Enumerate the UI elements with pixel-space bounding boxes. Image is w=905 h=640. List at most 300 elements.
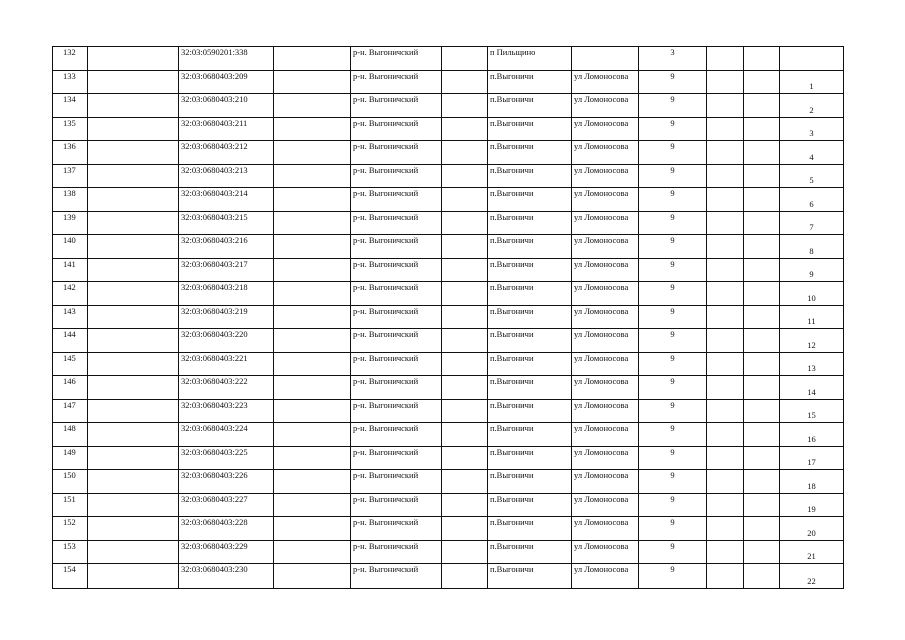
row-number-cell: 143 — [53, 305, 88, 329]
row-number-cell: 141 — [53, 258, 88, 282]
empty-cell — [274, 141, 351, 165]
table-body — [53, 47, 844, 589]
district-cell: р-н. Выгоничский — [351, 211, 442, 235]
empty-cell — [88, 47, 179, 71]
apartment-number-cell: 2 — [780, 94, 844, 118]
row-number-cell: 145 — [53, 352, 88, 376]
row-number-cell: 139 — [53, 211, 88, 235]
empty-cell — [274, 211, 351, 235]
empty-cell — [707, 94, 744, 118]
district-cell: р-н. Выгоничский — [351, 235, 442, 259]
empty-cell — [274, 70, 351, 94]
cadastral-number-cell: 32:03:0680403:221 — [179, 352, 274, 376]
empty-cell — [88, 188, 179, 212]
empty-cell — [707, 282, 744, 306]
empty-cell — [707, 305, 744, 329]
street-cell: ул Ломоносова — [572, 517, 639, 541]
empty-cell — [442, 376, 488, 400]
empty-cell — [707, 141, 744, 165]
locality-cell: п.Выгоничи — [488, 305, 572, 329]
empty-cell — [707, 211, 744, 235]
table-row — [53, 564, 844, 589]
row-number-cell: 142 — [53, 282, 88, 306]
empty-cell — [88, 258, 179, 282]
table-row — [53, 305, 844, 329]
table-row — [53, 540, 844, 564]
empty-cell — [707, 423, 744, 447]
cadastral-number-cell: 32:03:0680403:210 — [179, 94, 274, 118]
cadastral-number-cell: 32:03:0680403:209 — [179, 70, 274, 94]
cadastral-number-cell: 32:03:0680403:228 — [179, 517, 274, 541]
street-cell: ул Ломоносова — [572, 446, 639, 470]
apartment-number-cell: 19 — [780, 493, 844, 517]
empty-cell — [88, 305, 179, 329]
empty-cell — [442, 329, 488, 353]
district-cell: р-н. Выгоничский — [351, 305, 442, 329]
locality-cell: п.Выгоничи — [488, 540, 572, 564]
apartment-number-cell: 13 — [780, 352, 844, 376]
locality-cell: п.Выгоничи — [488, 423, 572, 447]
table-row — [53, 423, 844, 447]
empty-cell — [744, 188, 780, 212]
table-row — [53, 399, 844, 423]
empty-cell — [442, 70, 488, 94]
street-cell: ул Ломоносова — [572, 564, 639, 589]
table-row — [53, 376, 844, 400]
locality-cell: п.Выгоничи — [488, 235, 572, 259]
empty-cell — [442, 141, 488, 165]
cadastral-number-cell: 32:03:0680403:216 — [179, 235, 274, 259]
row-number-cell: 137 — [53, 164, 88, 188]
locality-cell: п.Выгоничи — [488, 70, 572, 94]
empty-cell — [744, 305, 780, 329]
empty-cell — [744, 352, 780, 376]
house-number-cell: 9 — [639, 282, 707, 306]
empty-cell — [707, 376, 744, 400]
street-cell: ул Ломоносова — [572, 352, 639, 376]
empty-cell — [744, 70, 780, 94]
locality-cell: п.Выгоничи — [488, 141, 572, 165]
cadastral-number-cell: 32:03:0680403:213 — [179, 164, 274, 188]
district-cell: р-н. Выгоничский — [351, 564, 442, 589]
district-cell: р-н. Выгоничский — [351, 470, 442, 494]
empty-cell — [88, 564, 179, 589]
table-row — [53, 258, 844, 282]
row-number-cell: 135 — [53, 117, 88, 141]
empty-cell — [274, 235, 351, 259]
row-number-cell: 148 — [53, 423, 88, 447]
street-cell: ул Ломоносова — [572, 423, 639, 447]
street-cell: ул Ломоносова — [572, 470, 639, 494]
house-number-cell: 9 — [639, 352, 707, 376]
locality-cell: п.Выгоничи — [488, 446, 572, 470]
district-cell: р-н. Выгоничский — [351, 446, 442, 470]
empty-cell — [88, 352, 179, 376]
apartment-number-cell: 10 — [780, 282, 844, 306]
table-row — [53, 235, 844, 259]
apartment-number-cell: 16 — [780, 423, 844, 447]
district-cell: р-н. Выгоничский — [351, 376, 442, 400]
table-row — [53, 493, 844, 517]
empty-cell — [274, 470, 351, 494]
cadastral-number-cell: 32:03:0680403:219 — [179, 305, 274, 329]
empty-cell — [707, 493, 744, 517]
house-number-cell: 9 — [639, 164, 707, 188]
table-row — [53, 282, 844, 306]
table-row — [53, 188, 844, 212]
locality-cell: п.Выгоничи — [488, 164, 572, 188]
apartment-number-cell: 17 — [780, 446, 844, 470]
empty-cell — [707, 517, 744, 541]
table-row — [53, 141, 844, 165]
district-cell: р-н. Выгоничский — [351, 47, 442, 71]
empty-cell — [442, 564, 488, 589]
empty-cell — [88, 517, 179, 541]
apartment-number-cell: 9 — [780, 258, 844, 282]
empty-cell — [88, 540, 179, 564]
empty-cell — [442, 399, 488, 423]
street-cell: ул Ломоносова — [572, 493, 639, 517]
empty-cell — [274, 423, 351, 447]
empty-cell — [744, 235, 780, 259]
table-row — [53, 329, 844, 353]
empty-cell — [744, 258, 780, 282]
house-number-cell: 9 — [639, 470, 707, 494]
street-cell: ул Ломоносова — [572, 164, 639, 188]
locality-cell: п.Выгоничи — [488, 211, 572, 235]
table-row — [53, 117, 844, 141]
apartment-number-cell: 7 — [780, 211, 844, 235]
district-cell: р-н. Выгоничский — [351, 188, 442, 212]
empty-cell — [707, 540, 744, 564]
district-cell: р-н. Выгоничский — [351, 94, 442, 118]
empty-cell — [88, 423, 179, 447]
district-cell: р-н. Выгоничский — [351, 517, 442, 541]
street-cell: ул Ломоносова — [572, 399, 639, 423]
cadastral-number-cell: 32:03:0680403:230 — [179, 564, 274, 589]
empty-cell — [707, 235, 744, 259]
district-cell: р-н. Выгоничский — [351, 164, 442, 188]
locality-cell: п.Выгоничи — [488, 94, 572, 118]
locality-cell: п.Выгоничи — [488, 376, 572, 400]
empty-cell — [707, 470, 744, 494]
table-row — [53, 211, 844, 235]
apartment-number-cell: 1 — [780, 70, 844, 94]
district-cell: р-н. Выгоничский — [351, 540, 442, 564]
empty-cell — [744, 164, 780, 188]
empty-cell — [88, 493, 179, 517]
empty-cell — [707, 70, 744, 94]
empty-cell — [274, 117, 351, 141]
empty-cell — [744, 329, 780, 353]
cadastral-number-cell: 32:03:0680403:222 — [179, 376, 274, 400]
empty-cell — [442, 211, 488, 235]
house-number-cell: 9 — [639, 305, 707, 329]
empty-cell — [707, 329, 744, 353]
district-cell: р-н. Выгоничский — [351, 117, 442, 141]
empty-cell — [744, 141, 780, 165]
house-number-cell: 9 — [639, 423, 707, 447]
property-register-table — [52, 46, 844, 589]
house-number-cell: 9 — [639, 141, 707, 165]
locality-cell: п.Выгоничи — [488, 329, 572, 353]
empty-cell — [442, 493, 488, 517]
cadastral-number-cell: 32:03:0680403:229 — [179, 540, 274, 564]
cadastral-number-cell: 32:03:0680403:227 — [179, 493, 274, 517]
house-number-cell: 9 — [639, 70, 707, 94]
empty-cell — [442, 446, 488, 470]
empty-cell — [442, 117, 488, 141]
empty-cell — [442, 258, 488, 282]
house-number-cell: 9 — [639, 493, 707, 517]
empty-cell — [707, 47, 744, 71]
row-number-cell: 132 — [53, 47, 88, 71]
street-cell: ул Ломоносова — [572, 235, 639, 259]
empty-cell — [744, 399, 780, 423]
empty-cell — [274, 446, 351, 470]
table-row — [53, 446, 844, 470]
empty-cell — [707, 399, 744, 423]
apartment-number-cell: 8 — [780, 235, 844, 259]
table-row — [53, 47, 844, 71]
row-number-cell: 134 — [53, 94, 88, 118]
apartment-number-cell: 20 — [780, 517, 844, 541]
empty-cell — [88, 117, 179, 141]
empty-cell — [744, 282, 780, 306]
empty-cell — [442, 188, 488, 212]
empty-cell — [88, 211, 179, 235]
house-number-cell: 9 — [639, 94, 707, 118]
empty-cell — [744, 423, 780, 447]
apartment-number-cell: 6 — [780, 188, 844, 212]
street-cell: ул Ломоносова — [572, 117, 639, 141]
cadastral-number-cell: 32:03:0680403:217 — [179, 258, 274, 282]
empty-cell — [744, 493, 780, 517]
street-cell: ул Ломоносова — [572, 211, 639, 235]
district-cell: р-н. Выгоничский — [351, 399, 442, 423]
district-cell: р-н. Выгоничский — [351, 70, 442, 94]
cadastral-number-cell: 32:03:0590201:338 — [179, 47, 274, 71]
apartment-number-cell: 18 — [780, 470, 844, 494]
empty-cell — [88, 329, 179, 353]
empty-cell — [707, 117, 744, 141]
empty-cell — [442, 517, 488, 541]
empty-cell — [744, 117, 780, 141]
table-row — [53, 470, 844, 494]
house-number-cell: 9 — [639, 188, 707, 212]
locality-cell: п.Выгоничи — [488, 258, 572, 282]
empty-cell — [274, 329, 351, 353]
house-number-cell: 9 — [639, 258, 707, 282]
empty-cell — [274, 94, 351, 118]
empty-cell — [88, 376, 179, 400]
street-cell: ул Ломоносова — [572, 70, 639, 94]
table-row — [53, 352, 844, 376]
row-number-cell: 133 — [53, 70, 88, 94]
house-number-cell: 9 — [639, 446, 707, 470]
row-number-cell: 146 — [53, 376, 88, 400]
empty-cell — [274, 540, 351, 564]
district-cell: р-н. Выгоничский — [351, 493, 442, 517]
house-number-cell: 3 — [639, 47, 707, 71]
empty-cell — [274, 305, 351, 329]
empty-cell — [274, 47, 351, 71]
locality-cell: п.Выгоничи — [488, 517, 572, 541]
street-cell — [572, 47, 639, 71]
empty-cell — [88, 470, 179, 494]
apartment-number-cell: 4 — [780, 141, 844, 165]
empty-cell — [442, 540, 488, 564]
locality-cell: п.Выгоничи — [488, 282, 572, 306]
empty-cell — [88, 94, 179, 118]
empty-cell — [744, 47, 780, 71]
empty-cell — [707, 164, 744, 188]
empty-cell — [274, 188, 351, 212]
row-number-cell: 153 — [53, 540, 88, 564]
cadastral-number-cell: 32:03:0680403:211 — [179, 117, 274, 141]
cadastral-number-cell: 32:03:0680403:224 — [179, 423, 274, 447]
apartment-number-cell: 3 — [780, 117, 844, 141]
house-number-cell: 9 — [639, 329, 707, 353]
empty-cell — [88, 235, 179, 259]
empty-cell — [88, 141, 179, 165]
house-number-cell: 9 — [639, 117, 707, 141]
row-number-cell: 150 — [53, 470, 88, 494]
locality-cell: п Пильщино — [488, 47, 572, 71]
empty-cell — [442, 94, 488, 118]
empty-cell — [274, 376, 351, 400]
empty-cell — [274, 399, 351, 423]
street-cell: ул Ломоносова — [572, 188, 639, 212]
district-cell: р-н. Выгоничский — [351, 423, 442, 447]
street-cell: ул Ломоносова — [572, 305, 639, 329]
district-cell: р-н. Выгоничский — [351, 258, 442, 282]
table-row — [53, 70, 844, 94]
apartment-number-cell: 14 — [780, 376, 844, 400]
empty-cell — [707, 188, 744, 212]
locality-cell: п.Выгоничи — [488, 399, 572, 423]
street-cell: ул Ломоносова — [572, 329, 639, 353]
cadastral-number-cell: 32:03:0680403:214 — [179, 188, 274, 212]
table-row — [53, 94, 844, 118]
empty-cell — [707, 446, 744, 470]
empty-cell — [274, 352, 351, 376]
empty-cell — [707, 352, 744, 376]
district-cell: р-н. Выгоничский — [351, 141, 442, 165]
apartment-number-cell — [780, 47, 844, 71]
table-row — [53, 517, 844, 541]
empty-cell — [744, 517, 780, 541]
cadastral-number-cell: 32:03:0680403:225 — [179, 446, 274, 470]
locality-cell: п.Выгоничи — [488, 188, 572, 212]
empty-cell — [274, 493, 351, 517]
empty-cell — [274, 164, 351, 188]
empty-cell — [442, 423, 488, 447]
row-number-cell: 144 — [53, 329, 88, 353]
locality-cell: п.Выгоничи — [488, 493, 572, 517]
empty-cell — [88, 399, 179, 423]
empty-cell — [88, 446, 179, 470]
empty-cell — [274, 517, 351, 541]
empty-cell — [442, 305, 488, 329]
row-number-cell: 147 — [53, 399, 88, 423]
cadastral-number-cell: 32:03:0680403:223 — [179, 399, 274, 423]
cadastral-number-cell: 32:03:0680403:212 — [179, 141, 274, 165]
empty-cell — [707, 258, 744, 282]
cadastral-number-cell: 32:03:0680403:220 — [179, 329, 274, 353]
row-number-cell: 149 — [53, 446, 88, 470]
row-number-cell: 138 — [53, 188, 88, 212]
locality-cell: п.Выгоничи — [488, 117, 572, 141]
row-number-cell: 151 — [53, 493, 88, 517]
district-cell: р-н. Выгоничский — [351, 282, 442, 306]
empty-cell — [744, 211, 780, 235]
cadastral-number-cell: 32:03:0680403:218 — [179, 282, 274, 306]
street-cell: ул Ломоносова — [572, 540, 639, 564]
locality-cell: п.Выгоничи — [488, 564, 572, 589]
house-number-cell: 9 — [639, 517, 707, 541]
empty-cell — [744, 446, 780, 470]
apartment-number-cell: 15 — [780, 399, 844, 423]
house-number-cell: 9 — [639, 399, 707, 423]
district-cell: р-н. Выгоничский — [351, 329, 442, 353]
district-cell: р-н. Выгоничский — [351, 352, 442, 376]
empty-cell — [442, 470, 488, 494]
house-number-cell: 9 — [639, 376, 707, 400]
apartment-number-cell: 12 — [780, 329, 844, 353]
empty-cell — [88, 282, 179, 306]
street-cell: ул Ломоносова — [572, 376, 639, 400]
apartment-number-cell: 22 — [780, 564, 844, 589]
apartment-number-cell: 11 — [780, 305, 844, 329]
street-cell: ул Ломоносова — [572, 258, 639, 282]
house-number-cell: 9 — [639, 564, 707, 589]
locality-cell: п.Выгоничи — [488, 352, 572, 376]
empty-cell — [442, 282, 488, 306]
empty-cell — [707, 564, 744, 589]
table-row — [53, 164, 844, 188]
row-number-cell: 136 — [53, 141, 88, 165]
row-number-cell: 140 — [53, 235, 88, 259]
empty-cell — [442, 164, 488, 188]
street-cell: ул Ломоносова — [572, 282, 639, 306]
row-number-cell: 154 — [53, 564, 88, 589]
empty-cell — [274, 282, 351, 306]
cadastral-number-cell: 32:03:0680403:215 — [179, 211, 274, 235]
street-cell: ул Ломоносова — [572, 141, 639, 165]
empty-cell — [744, 470, 780, 494]
house-number-cell: 9 — [639, 540, 707, 564]
empty-cell — [88, 70, 179, 94]
empty-cell — [744, 564, 780, 589]
empty-cell — [442, 47, 488, 71]
cadastral-number-cell: 32:03:0680403:226 — [179, 470, 274, 494]
house-number-cell: 9 — [639, 235, 707, 259]
empty-cell — [274, 258, 351, 282]
apartment-number-cell: 21 — [780, 540, 844, 564]
street-cell: ул Ломоносова — [572, 94, 639, 118]
house-number-cell: 9 — [639, 211, 707, 235]
empty-cell — [744, 94, 780, 118]
empty-cell — [442, 235, 488, 259]
apartment-number-cell: 5 — [780, 164, 844, 188]
empty-cell — [744, 376, 780, 400]
empty-cell — [274, 564, 351, 589]
locality-cell: п.Выгоничи — [488, 470, 572, 494]
row-number-cell: 152 — [53, 517, 88, 541]
empty-cell — [744, 540, 780, 564]
empty-cell — [88, 164, 179, 188]
